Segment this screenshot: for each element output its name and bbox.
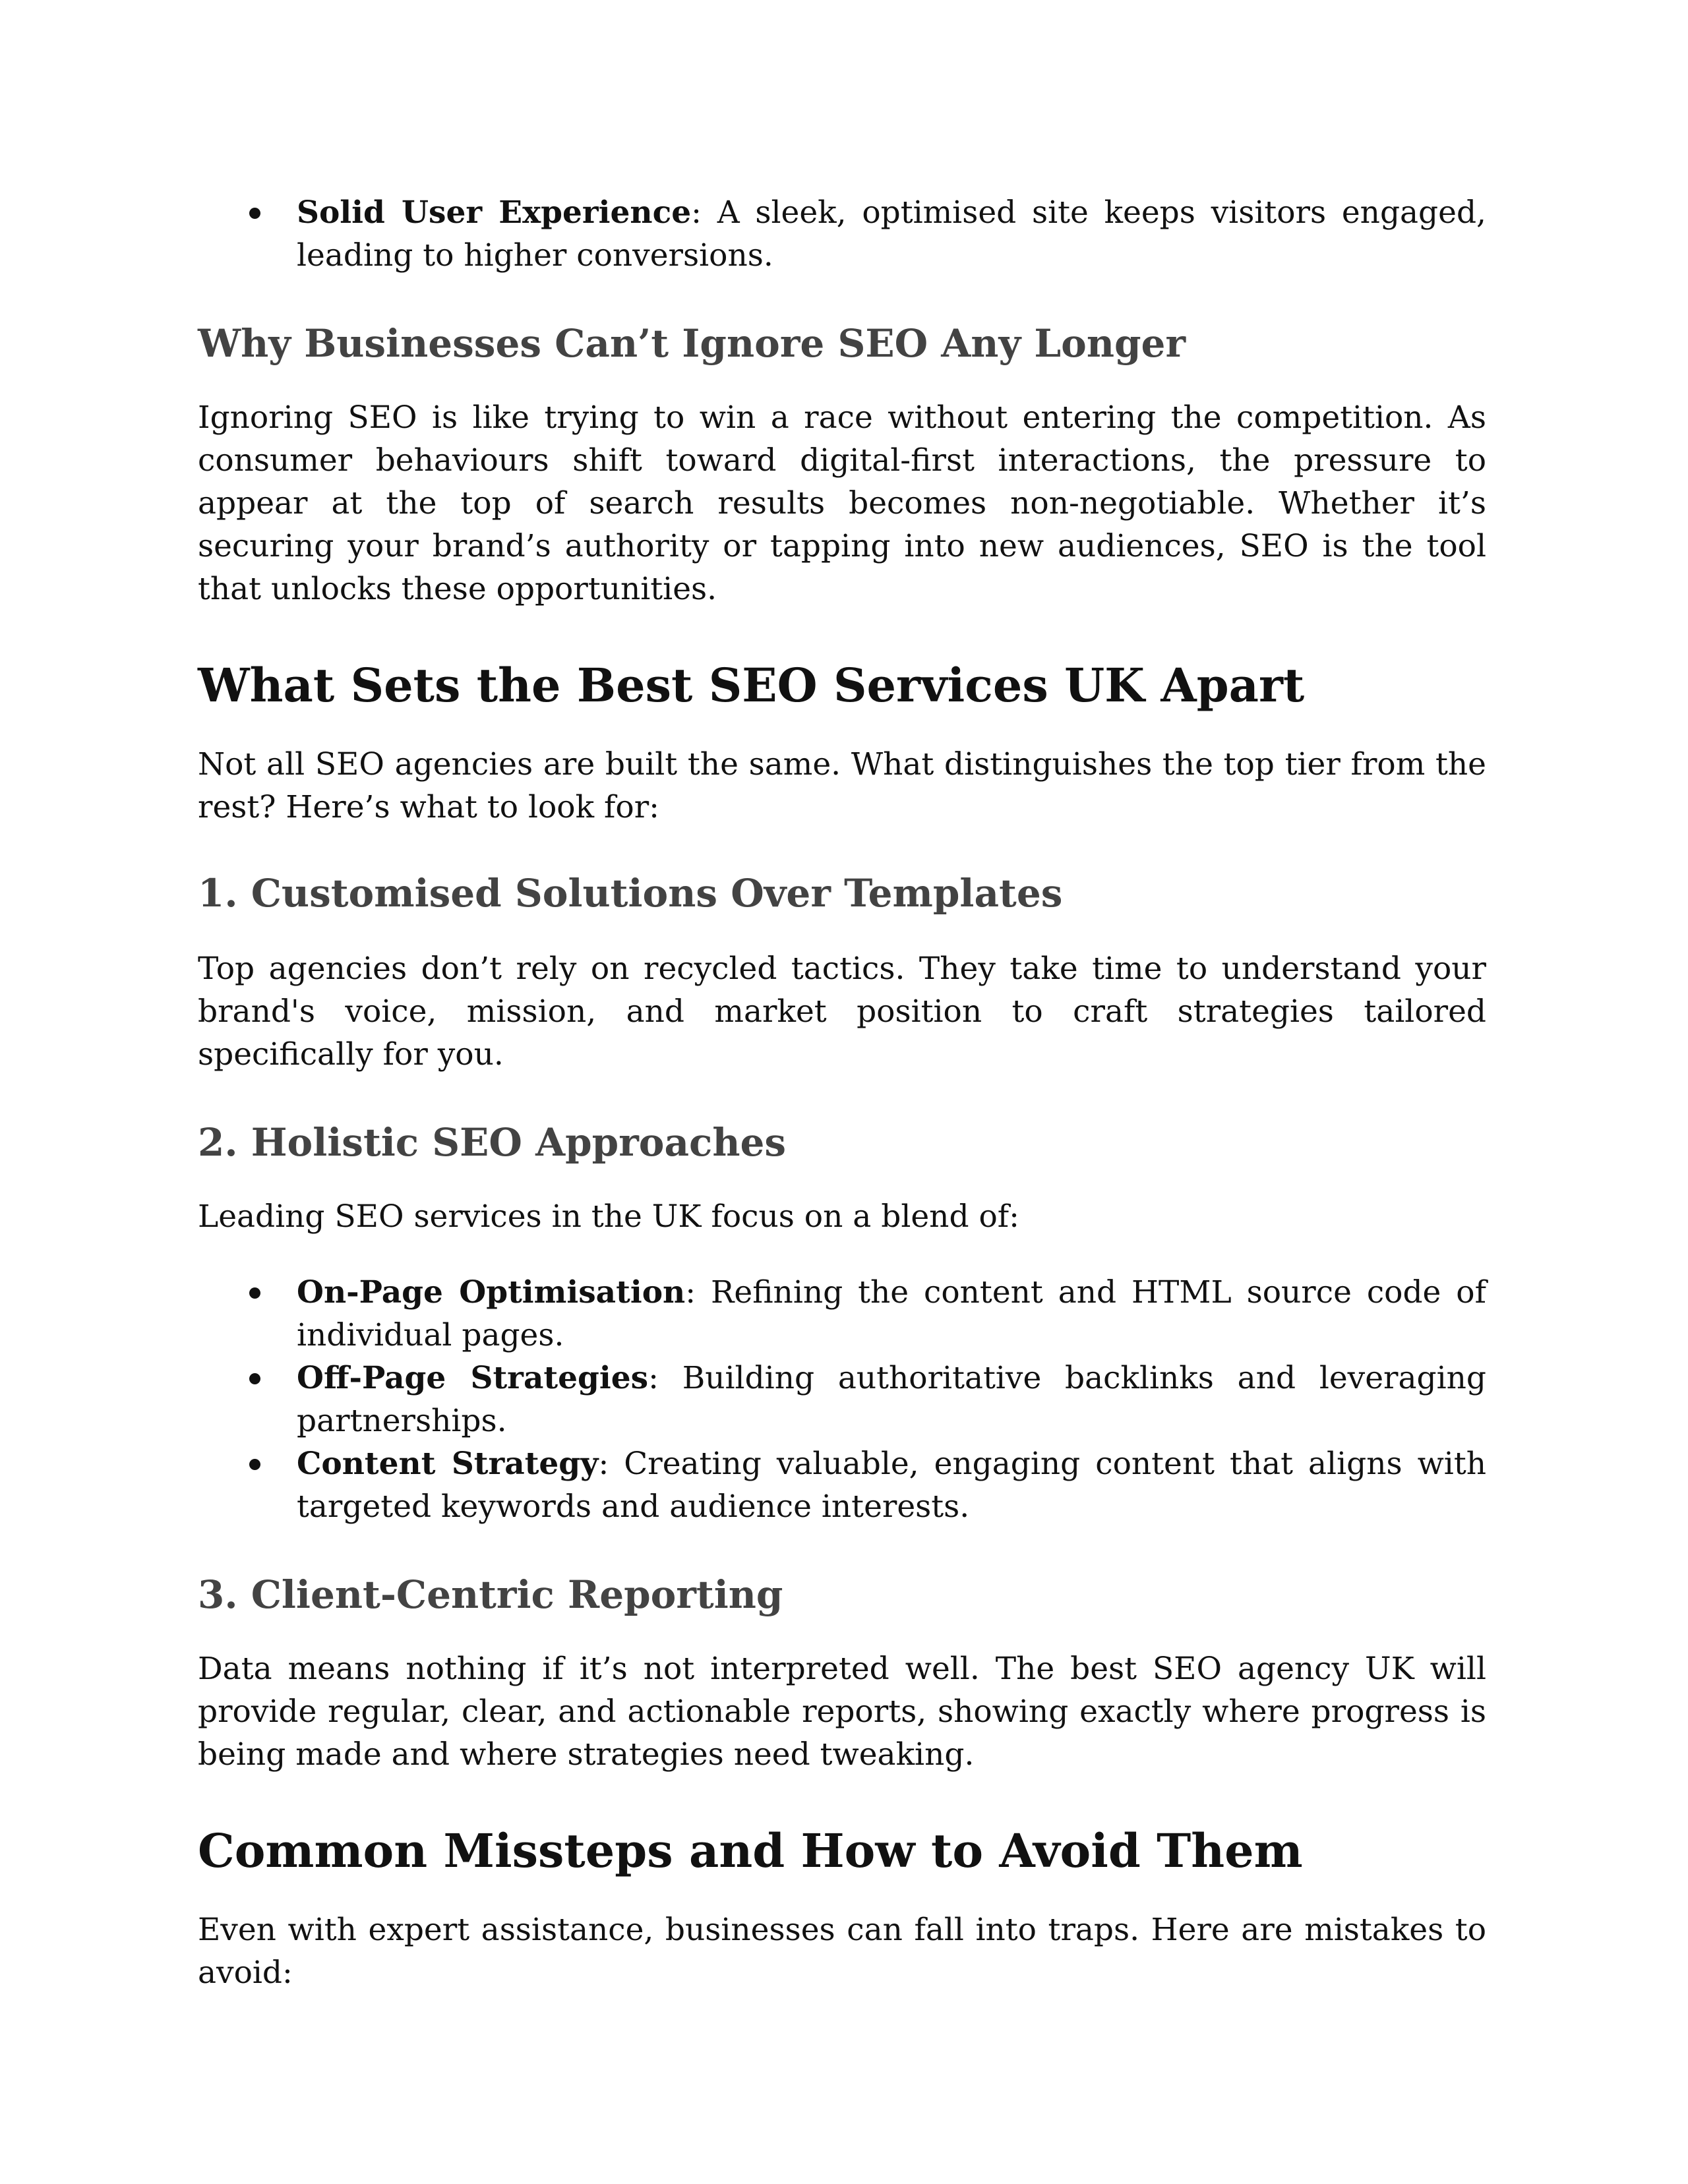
paragraph-why: Ignoring SEO is like trying to win a race without entering the competition. As consumer behaviours shift toward digital-first interactions, the pressure to appear at the top of search results becomes non-negotiable. Whether it’s securing your brand’s authority or tapping into new audiences, SEO is the tool that unlocks these opportunities. [198, 399, 1486, 607]
paragraph-missteps: Even with expert assistance, businesses can fall into traps. Here are mistakes to avoid: [198, 1912, 1486, 1991]
bullet-term: Content Strategy [297, 1446, 599, 1482]
subheading-reporting: 3. Client-Centric Reporting [198, 1572, 783, 1617]
section-heading-missteps: Common Missteps and How to Avoid Them [198, 1823, 1303, 1878]
paragraph-best: Not all SEO agencies are built the same. What distinguishes the top tier from the rest? Here’s what to look for: [198, 746, 1486, 825]
bullet-icon [249, 1459, 260, 1470]
holistic-bullet-list [198, 1271, 1486, 1528]
bullet-term: On-Page Optimisation [297, 1274, 686, 1311]
bullet-icon [249, 1373, 260, 1384]
document-page [198, 191, 1486, 1994]
list-item [198, 191, 1486, 277]
bullet-term: Off-Page Strategies [297, 1360, 649, 1396]
bullet-text: : Building authoritative backlinks and leveraging partnerships. [297, 1360, 1487, 1439]
list-item [198, 1442, 1486, 1528]
bullet-text: : Creating valuable, engaging content that aligns with targeted keywords and audience interests. [297, 1446, 1486, 1525]
section-heading-why: Why Businesses Can’t Ignore SEO Any Longer [198, 321, 1186, 366]
list-item [198, 1271, 1486, 1357]
bullet-text: : A sleek, optimised site keeps visitors engaged, leading to higher conversions. [297, 194, 1486, 274]
paragraph-reporting: Data means nothing if it’s not interpreted well. The best SEO agency UK will provide regular, clear, and actionable reports, showing exactly where progress is being made and where strategies need tweaking. [198, 1651, 1486, 1773]
paragraph-customised: Top agencies don’t rely on recycled tactics. They take time to understand your brand's voice, mission, and market position to craft strategies tailored specifically for you. [198, 951, 1486, 1073]
list-item [198, 1357, 1486, 1442]
subheading-customised: 1. Customised Solutions Over Templates [198, 871, 1063, 916]
intro-bullet-list [198, 191, 1486, 277]
bullet-text: : Refining the content and HTML source code of individual pages. [297, 1274, 1486, 1353]
bullet-term: Solid User Experience [297, 194, 692, 231]
bullet-icon [249, 208, 260, 219]
paragraph-holistic: Leading SEO services in the UK focus on a blend of: [198, 1198, 1020, 1235]
section-heading-best: What Sets the Best SEO Services UK Apart [198, 658, 1305, 713]
subheading-holistic: 2. Holistic SEO Approaches [198, 1120, 787, 1165]
bullet-icon [249, 1287, 260, 1299]
